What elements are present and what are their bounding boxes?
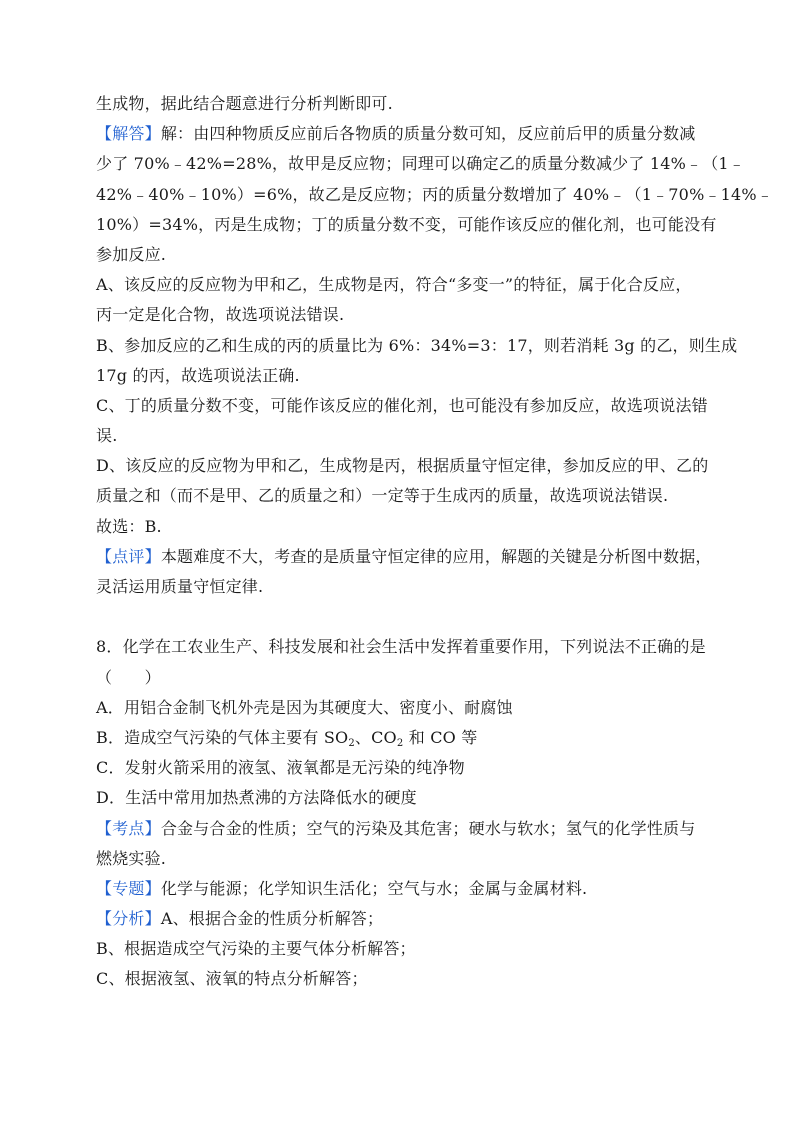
text-line: 灵活运用质量守恒定律. — [96, 577, 264, 596]
paragraph-gap — [96, 607, 716, 637]
text-line: 参加反应. — [96, 244, 167, 264]
question-stem: 8．化学在工农业生产、科技发展和社会生活中发挥着重要作用，下列说法不正确的是 — [96, 637, 706, 657]
option-c: C．发射火箭采用的液氢、液氧都是无污染的纯净物 — [96, 758, 465, 778]
text-line: C、丁的质量分数不变，可能作该反应的催化剂，也可能没有参加反应，故选项说法错 — [96, 395, 708, 415]
text-line: 丙一定是化合物，故选项说法错误. — [96, 305, 345, 325]
question-bracket: （ ） — [96, 667, 161, 687]
text-line: C、根据液氢、液氧的特点分析解答； — [96, 969, 368, 989]
text-line: 误. — [96, 426, 118, 446]
section-tag-knowledge: 【考点】 — [96, 818, 161, 838]
text-line: 【专题】化学与能源；化学知识生活化；空气与水；金属与金属材料. — [96, 878, 588, 898]
option-a: A．用铝合金制飞机外壳是因为其硬度大、密度小、耐腐蚀 — [96, 697, 513, 717]
text-line: 【点评】本题难度不大，考查的是质量守恒定律的应用，解题的关键是分析图中数据， — [96, 546, 712, 566]
text-line: A、该反应的反应物为甲和乙，生成物是丙，符合“多变一”的特征，属于化合反应， — [96, 275, 692, 295]
text-line: 燃烧实验. — [96, 848, 167, 868]
text-line: B、参加反应的乙和生成的丙的质量比为 6%：34%=3：17，则若消耗 3g 的乙，则生成 — [96, 335, 738, 355]
text-line: B、根据造成空气污染的主要气体分析解答； — [96, 939, 416, 959]
section-tag-comment: 【点评】 — [96, 546, 161, 566]
text-line: 【分析】A、根据合金的性质分析解答； — [96, 909, 384, 929]
text-line: D、该反应的反应物为甲和乙，生成物是丙，根据质量守恒定律，参加反应的甲、乙的 — [96, 456, 709, 476]
section-tag-analysis: 【分析】 — [96, 909, 161, 929]
text-line: 17g 的丙，故选项说法正确. — [96, 365, 300, 385]
document-page — [96, 94, 774, 1000]
text-line: 42%﹣40%﹣10%）=6%，故乙是反应物；丙的质量分数增加了 40%﹣（1﹣70%﹣14%﹣ — [96, 184, 774, 204]
option-b: B．造成空气污染的气体主要有 $SO_2$、$CO_2$ 和 CO 等 — [96, 727, 478, 749]
text-line: 故选：B. — [96, 516, 162, 536]
option-d: D．生活中常用加热煮沸的方法降低水的硬度 — [96, 788, 417, 808]
text-line: 10%）=34%，丙是生成物；丁的质量分数不变，可能作该反应的催化剂，也可能没有 — [96, 214, 717, 234]
text-line: 质量之和（而不是甲、乙的质量之和）一定等于生成丙的质量，故选项说法错误. — [96, 486, 669, 506]
text-line: 生成物，据此结合题意进行分析判断即可. — [96, 94, 393, 113]
section-tag-topic: 【专题】 — [96, 878, 161, 898]
text-line: 少了 70%﹣42%=28%，故甲是反应物；同理可以确定乙的质量分数减少了 14%﹣（1﹣ — [96, 154, 746, 174]
text-line: 【解答】解：由四种物质反应前后各物质的质量分数可知，反应前后甲的质量分数减 — [96, 124, 696, 144]
text-line: 【考点】合金与合金的性质；空气的污染及其危害；硬水与软水；氢气的化学性质与 — [96, 818, 696, 838]
section-tag-answer: 【解答】 — [96, 124, 161, 144]
